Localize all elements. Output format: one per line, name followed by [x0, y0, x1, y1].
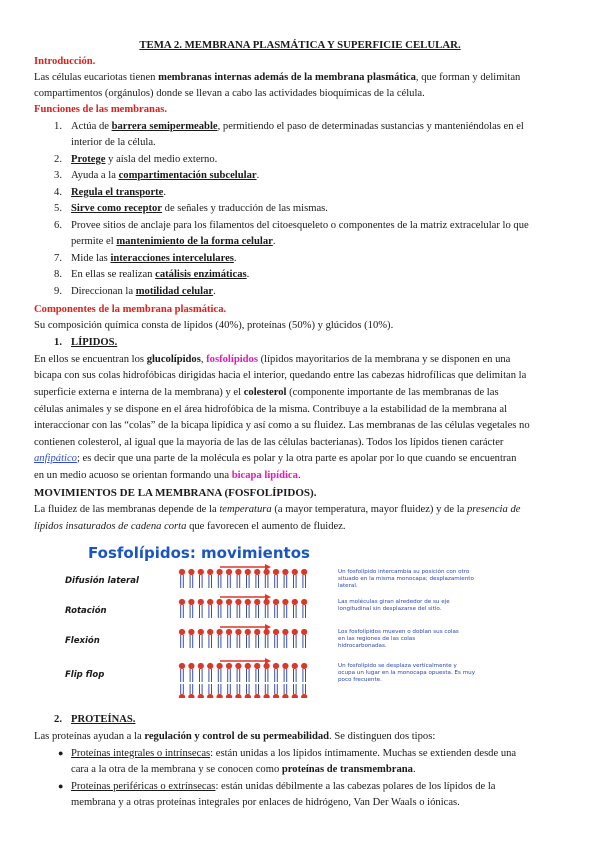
phospholipid-head: [264, 569, 270, 575]
phospholipid-head: [245, 629, 251, 635]
functions-heading: Funciones de las membranas.: [34, 104, 168, 115]
phospholipid-head: [282, 629, 288, 635]
phospholipid-head: [292, 663, 298, 669]
phospholipid-head: [198, 694, 204, 698]
movement-description: Las moléculas giran alrededor de su eje: [338, 599, 450, 605]
phospholipid-head: [198, 663, 204, 669]
phospholipid-movements-figure: [60, 538, 550, 698]
phospholipid-head: [235, 629, 241, 635]
phospholipid-head: [273, 694, 279, 698]
phospholipid-head: [179, 694, 185, 698]
phospholipid-head: [226, 599, 232, 605]
movements-line-2: lípidos insaturados de cadena corta que favorecen el aumento de fluidez.: [34, 521, 346, 532]
phospholipid-head: [235, 694, 241, 698]
phospholipid-head: [264, 599, 270, 605]
figure-title: Fosfolípidos: movimientos: [88, 544, 310, 562]
movement-label: Flexión: [65, 636, 100, 646]
movement-arrow-head: [265, 594, 271, 600]
phospholipid-head: [254, 629, 260, 635]
phospholipid-head: [217, 694, 223, 698]
movement-label: Flip flop: [65, 670, 105, 680]
anfipatico-link[interactable]: anfipático: [34, 453, 77, 464]
movements-heading: MOVIMIENTOS DE LA MEMBRANA (FOSFOLÍPIDOS).: [34, 487, 317, 499]
phospholipid-head: [198, 599, 204, 605]
lipids-line-6: contienen colesterol, al igual que la mayoría de las de las células bacterianas). Todos los lípidos tienen carácter: [34, 437, 504, 448]
phospholipid-head: [207, 599, 213, 605]
phospholipid-head: [207, 694, 213, 698]
phospholipid-head: [245, 663, 251, 669]
movement-row: [65, 658, 476, 698]
bullet-icon: ●: [58, 748, 64, 758]
components-line: Su composición química consta de lípidos (40%), proteínas (50%) y glúcidos (10%).: [34, 320, 394, 331]
proteins-bullet-2-cont: membrana y a otras proteínas integrales por enlaces de hidrógeno, Van Der Waals o iónicas.: [71, 797, 460, 808]
phospholipid-head: [273, 629, 279, 635]
movement-arrow-head: [265, 658, 271, 664]
phospholipid-head: [264, 629, 270, 635]
phospholipid-head: [207, 569, 213, 575]
movement-row: [65, 564, 474, 589]
phospholipid-head: [292, 629, 298, 635]
phospholipid-head: [282, 569, 288, 575]
lipids-line-1: En ellos se encuentran los glucolípidos, fosfolípidos (lípidos mayoritarios de la membrana y se disponen en una: [34, 354, 511, 365]
phospholipid-head: [179, 599, 185, 605]
intro-line-2: compartimentos (orgánulos) donde se llevan a cabo las actividades bioquímicas de la célula.: [34, 88, 425, 99]
phospholipid-head: [235, 663, 241, 669]
phospholipid-head: [282, 663, 288, 669]
phospholipid-head: [188, 663, 194, 669]
lipids-line-4: células animales y se dispone en el área hidrofóbica de la misma. Contribuye a la estabilidad de la membrana al: [34, 404, 508, 415]
bullet-icon: ●: [58, 781, 64, 791]
phospholipid-head: [245, 569, 251, 575]
phospholipid-head: [188, 599, 194, 605]
phospholipid-head: [292, 599, 298, 605]
phospholipid-head: [292, 569, 298, 575]
phospholipid-head: [264, 663, 270, 669]
movement-arrow-head: [265, 624, 271, 630]
movement-description: Los fosfolípidos mueven o doblan sus colas: [338, 629, 459, 635]
phospholipid-head: [179, 629, 185, 635]
phospholipid-head: [264, 694, 270, 698]
phospholipid-head: [273, 663, 279, 669]
intro-heading: Introducción.: [34, 56, 96, 67]
components-heading: Componentes de la membrana plasmática.: [34, 304, 227, 315]
movement-description: Un fosfolípido se desplaza verticalmente y: [338, 663, 457, 669]
phospholipid-head: [245, 694, 251, 698]
lipids-line-8: en un medio acuoso se orientan formando una bicapa lipídica.: [34, 470, 301, 481]
lipids-line-5: interaccionar con las “colas” de la bicapa lipídica y así como a su fluidez. Las membranas de las células vegetales no: [34, 420, 530, 431]
movement-row: [65, 594, 450, 618]
phospholipid-head: [179, 663, 185, 669]
movement-row: [65, 624, 459, 649]
phospholipid-head: [188, 629, 194, 635]
phospholipid-head: [188, 694, 194, 698]
phospholipid-head: [282, 599, 288, 605]
phospholipid-head: [217, 663, 223, 669]
movement-description: poco frecuente.: [338, 677, 382, 683]
lipids-line-2: bicapa con sus colas hidrofóbicas dirigidas hacia el interior, quedando entre las cabezas hidrofílicas que delimitan la: [34, 370, 527, 381]
phospholipid-head: [254, 599, 260, 605]
phospholipid-head: [301, 663, 307, 669]
phospholipid-head: [207, 663, 213, 669]
page-title: TEMA 2. MEMBRANA PLASMÁTICA Y SUPERFICIE CELULAR.: [139, 39, 461, 51]
phospholipid-head: [179, 569, 185, 575]
phospholipid-head: [226, 694, 232, 698]
movement-description: longitudinal sin desplazarse del sitio.: [338, 606, 442, 612]
phospholipid-head: [254, 663, 260, 669]
phospholipid-head: [207, 629, 213, 635]
phospholipid-head: [273, 599, 279, 605]
phospholipid-head: [282, 694, 288, 698]
phospholipid-head: [301, 694, 307, 698]
phospholipid-head: [254, 694, 260, 698]
movement-label: Difusión lateral: [65, 576, 139, 586]
function-item-1-cont: interior de la célula.: [71, 137, 156, 148]
phospholipid-head: [235, 569, 241, 575]
movement-arrow-head: [265, 564, 271, 570]
intro-line-1: Las células eucariotas tienen membranas internas además de la membrana plasmática, que forman y delimitan: [34, 72, 521, 83]
lipids-line-7: anfipático; es decir que una parte de la molécula es polar y la otra parte es apolar por lo que cuando se encuentran: [34, 453, 517, 464]
proteins-bullet-2: Proteínas periféricas o extrínsecas: están unidas débilmente a las cabezas polares de los lípidos de la: [71, 781, 496, 792]
movement-label: Rotación: [65, 606, 107, 616]
proteins-bullet-1: Proteínas integrales o intrínsecas: están unidas a los lípidos íntimamente. Muchas se extienden desde una: [71, 748, 517, 759]
phospholipid-head: [301, 569, 307, 575]
phospholipid-head: [188, 569, 194, 575]
proteins-bullet-1-cont: cara a la otra de la membrana y se conocen como proteínas de transmembrana.: [71, 764, 416, 775]
phospholipid-head: [301, 629, 307, 635]
phospholipid-head: [217, 629, 223, 635]
phospholipid-head: [254, 569, 260, 575]
movement-description: Un fosfolípido intercambia su posición con otro: [338, 569, 470, 575]
movement-description: lateral.: [338, 583, 358, 589]
phospholipid-head: [226, 663, 232, 669]
proteins-line-1: Las proteínas ayudan a la regulación y control de su permeabilidad. Se distinguen dos tipos:: [34, 731, 436, 742]
phospholipid-head: [235, 599, 241, 605]
document-page: TEMA 2. MEMBRANA PLASMÁTICA Y SUPERFICIE CELULAR. Introducción. Las células eucariotas tienen membranas internas además de la membrana plasmática, que forman y delimitan compartimentos (orgánulos) donde se llevan a cabo las actividades bioquímicas de la célula. Funciones de las membranas. 1. Actúa de barrera semipermeable, permitiendo el paso de determinadas sustancias y manteniéndolas en el interior de la célula. 2. Protege y aísla del medio externo. 3. Ayuda a la compartimentación subcelular. 4. Regula el transporte. 5. Sirve como receptor de señales y traducción de las mismas. 6. Provee sitios de anclaje para los filamentos del citoesqueleto o componentes de la matriz extracelular lo que permite el mantenimiento de la forma celular. 7. Mide las interacciones intercelulares. 8. En ellas se realizan catálisis enzimáticas. 9. Direccionan la motilidad celular. Componentes de la membrana plasmática. Su composición química consta de lípidos (40%), proteínas (50%) y glúcidos (10%). 1. LÍPIDOS. En ellos se encuentran los glucolípidos, fosfolípidos (lípidos mayoritarios de la membrana y se disponen en una bicapa con sus colas hidrofóbicas dirigidas hacia el interior, quedando entre las cabezas hidrofílicas que delimitan la superficie externa e interna de la membrana) y el colesterol (componente importante de las membranas de las células animales y se dispone en el área hidrofóbica de la misma. Contribuye a la estabilidad de la membrana al interaccionar con las “colas” de la bicapa lipídica y así como a su fluidez. Las membranas de las células vegetales no contienen colesterol, al igual que la mayoría de las de las células bacterianas). Todos los lípidos tienen carácter anfipático; es decir que una parte de la molécula es polar y la otra parte es apolar por lo que cuando se encuentran en un medio acuoso se orientan formando una bicapa lipídica. MOVIMIENTOS DE LA MEMBRANA (FOSFOLÍPIDOS). La fluidez de las membranas depende de la temperatura (a mayor temperatura, mayor fluidez) y de la presencia de lípidos insaturados de cadena corta que favorecen el aumento de fluidez. Fosfolípidos: movimientos Difusión lateral Un fosfolípido intercambia su posición con otro situado en la misma monocapa; desplazamiento lateral. Rotación Las moléculas giran alrededor de su eje longitudinal sin desplazarse del sitio. Flexión Los fosfolípidos mueven o doblan sus colas en las regiones de las colas hidrocarbonadas. Flip flop Un fosfolípido se desplaza verticalmente y ocupa un lugar en la monocapa opuesta. Es muy poco frecuente. 2. PROTEÍNAS. Las proteínas ayudan a la regulación y control de su permeabilidad. Se distinguen dos tipos: ● Proteínas integrales o intrínsecas: están unidas a los lípidos íntimamente. Muchas se extienden desde una cara a la otra de la membrana y se conocen como proteínas de transmembrana. ● Proteínas periféricas o extrínsecas: están unidas débilmente a las cabezas polares de los lípidos de la membrana y a otras proteínas integrales por enlaces de hidrógeno, Van Der Waals o iónicas.: [0, 0, 600, 848]
movements-line-1: La fluidez de las membranas depende de la temperatura (a mayor temperatura, mayor fluidez) y de la presencia de: [34, 504, 521, 515]
phospholipid-head: [226, 569, 232, 575]
movement-description: en las regiones de las colas: [338, 636, 416, 642]
phospholipid-head: [198, 629, 204, 635]
lipids-line-3: superficie externa e interna de la membrana) y el colesterol (componente importante de las membranas de las: [34, 387, 499, 398]
phospholipid-head: [217, 569, 223, 575]
phospholipid-head: [217, 599, 223, 605]
phospholipid-head: [273, 569, 279, 575]
phospholipid-head: [292, 694, 298, 698]
function-item-6-cont: permite el mantenimiento de la forma celular.: [71, 236, 276, 247]
movement-description: ocupa un lugar en la monocapa opuesta. Es muy: [338, 670, 476, 676]
movement-description: situado en la misma monocapa; desplazamiento: [338, 576, 474, 582]
phospholipid-head: [245, 599, 251, 605]
phospholipid-head: [198, 569, 204, 575]
phospholipid-head: [226, 629, 232, 635]
phospholipid-head: [301, 599, 307, 605]
movement-description: hidrocarbonadas.: [338, 643, 387, 649]
